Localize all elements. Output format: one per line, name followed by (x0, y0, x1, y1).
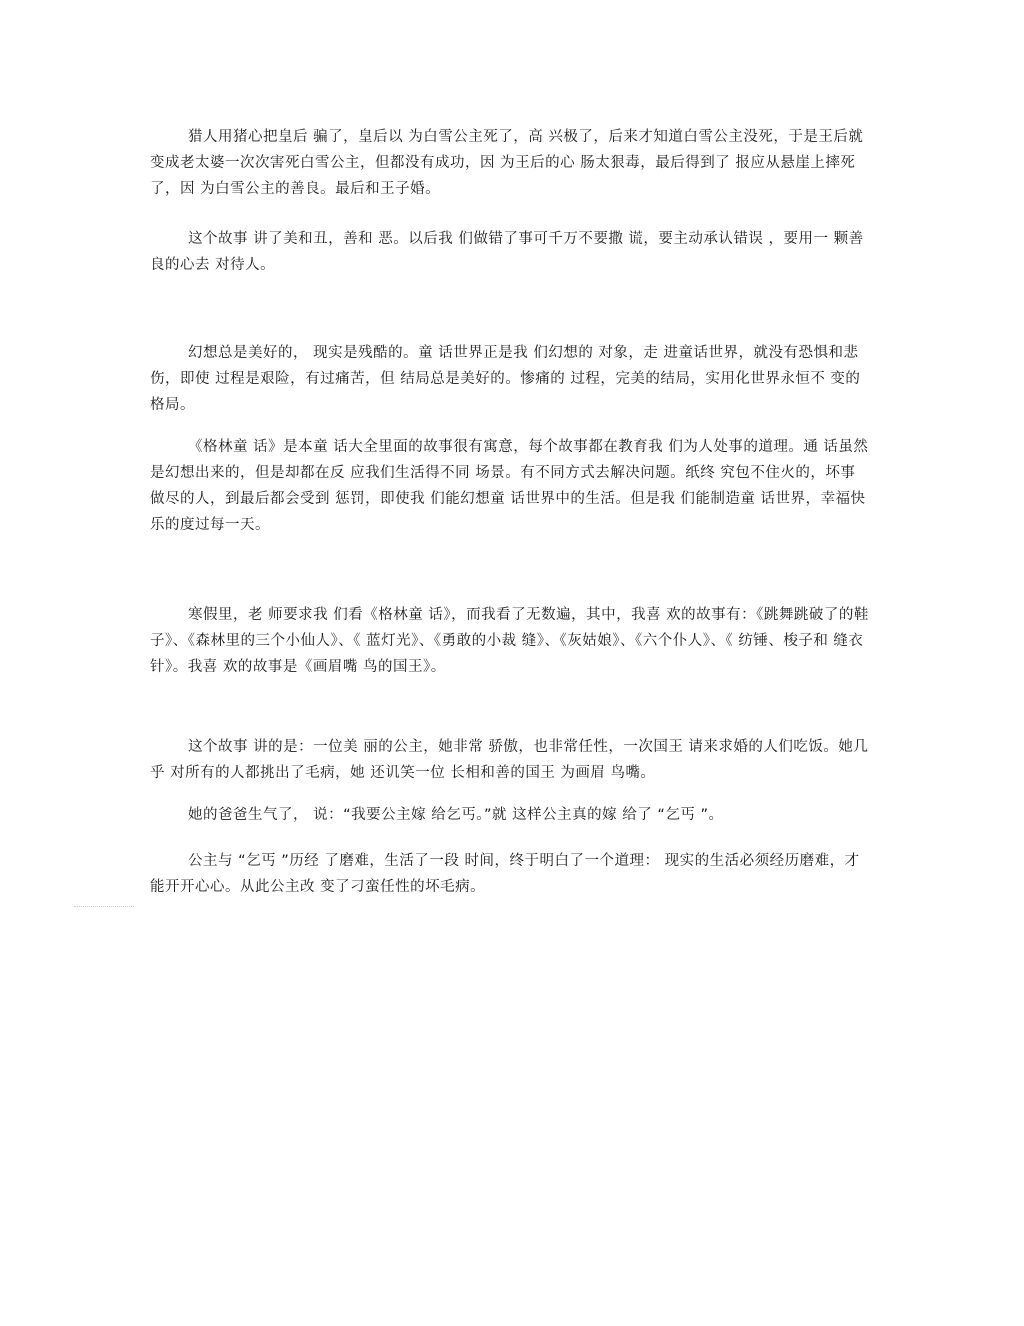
paragraph-8: 公主与 “乞丐 ”历经 了磨难，生活了一段 时间，终于明白了一个道理： 现实的生活必须经历磨难，才能开开心心。从此公主改 变了刁蛮任性的坏毛病。 (150, 853, 860, 895)
paragraph-3: 幻想总是美好的， 现实是残酷的。童 话世界正是我 们幻想的 对象，走 进童话世界，就没有恐惧和悲 伤，即使 过程是艰险，有过痛苦，但 结局总是美好的。惨痛的 过程，完美的结局，实用化世界永恒不 变的格局。 (150, 345, 861, 413)
paragraph-5: 寒假里，老 师要求我 们看《格林童 话》，而我看了无数遍，其中，我喜 欢的故事有：《跳舞跳破了的鞋子》、《森林里的三个小仙人》、《 蓝灯光》、《勇敢的小裁 缝》、《灰姑娘》、《六个仆人》、《 纺锤、梭子和 缝衣针》。我喜 欢的故事是《画眉嘴 鸟的国王》。 (150, 607, 869, 675)
paragraph-6: 这个故事 讲的是：一位美 丽的公主，她非常 骄傲，也非常任性，一次国王 请来求婚的人们吃饭。她几乎 对所有的人都挑出了毛病，她 还讥笑一位 长相和善的国王 为画眉 鸟嘴。 (150, 739, 869, 781)
paragraph-4: 《格林童 话》是本童 话大全里面的故事很有寓意，每个故事都在教育我 们为人处事的道理。通 话虽然是幻想出来的，但是却都在反 应我们生活得不同 场景。有不同方式去解决问题。纸终 究包不住火的，坏事做尽的人，到最后都会受到 惩罚，即使我 们能幻想童 话世界中的生活。但是我 们能制造童 话世界，幸福快 乐的度过每一天。 (150, 439, 869, 533)
footnote-divider (74, 906, 134, 907)
paragraph-2: 这个故事 讲了美和丑，善和 恶。以后我 们做错了事可千万不要撒 谎，要主动承认错误 ，要用一 颗善良的心去 对待人。 (150, 231, 864, 273)
paragraph-1: 猎人用猪心把皇后 骗了，皇后以 为白雪公主死了，高 兴极了，后来才知道白雪公主没死，于是王后就 变成老太婆一次次害死白雪公主，但都没有成功，因 为王后的心 肠太狠毒，最后得到了 报应从悬崖上摔死了，因 为白雪公主的善良。最后和王子婚。 (150, 129, 864, 197)
paragraph-7: 她的爸爸生气了， 说：“我要公主嫁 给乞丐。”就 这样公主真的嫁 给了 “乞丐 ”。 (188, 807, 724, 823)
